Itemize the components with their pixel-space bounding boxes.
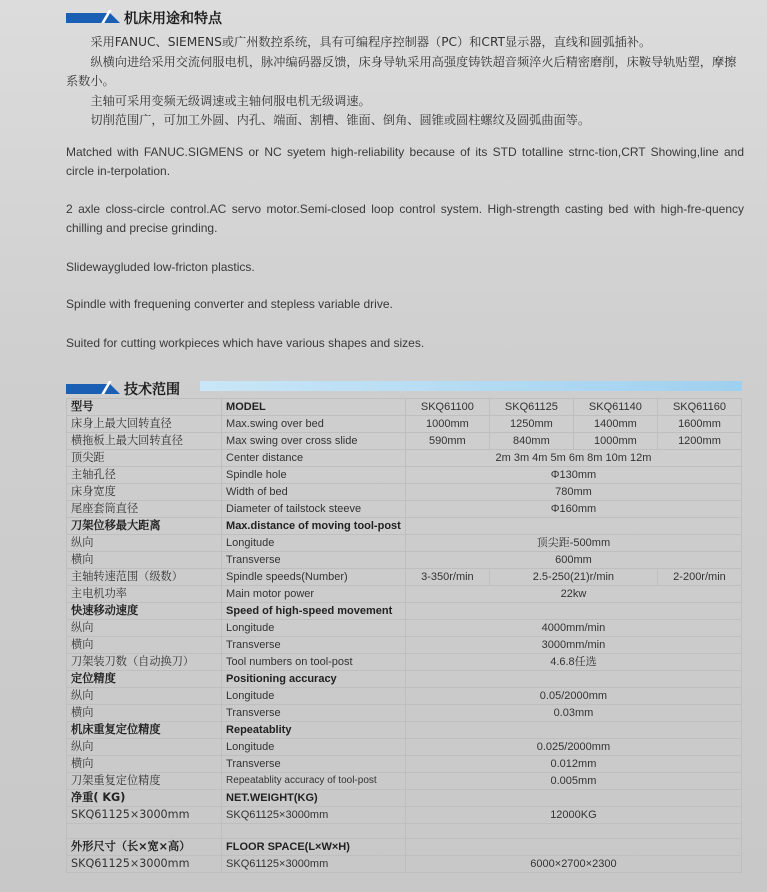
table-cell xyxy=(405,518,741,535)
row-value: 0.03mm xyxy=(405,705,741,722)
row-value: 1200mm xyxy=(657,433,741,450)
table-row xyxy=(67,535,742,552)
en-paragraph: 2 axle closs-circle control.AC servo motor.Semi-closed loop control system. High-strength casting bed with high-fre-quency chilling and precise grinding. xyxy=(66,202,744,235)
section-divider-bar xyxy=(200,381,742,391)
row-label-en: Max.distance of moving tool-post xyxy=(222,518,406,535)
table-row xyxy=(67,705,742,722)
row-value: 1000mm xyxy=(405,416,489,433)
en-paragraph: Spindle with frequening converter and stepless variable drive. xyxy=(66,297,393,311)
row-label-cn: 快速移动速度 xyxy=(67,603,222,620)
row-label-cn: 纵向 xyxy=(67,535,222,552)
table-row xyxy=(67,824,742,839)
table-row xyxy=(67,501,742,518)
cn-description xyxy=(66,33,746,131)
table-row xyxy=(67,756,742,773)
header-model: SKQ61125 xyxy=(489,399,573,416)
row-label-cn: 横向 xyxy=(67,637,222,654)
header-model: SKQ61100 xyxy=(405,399,489,416)
cn-paragraph: 纵横向进给采用交流伺服电机，脉冲编码器反馈，床身导轨采用高强度铸铁超音频淬火后精密磨削，床鞍导轨贴塑，摩擦系数小。 xyxy=(66,54,737,88)
section-header-specs xyxy=(66,379,180,399)
row-label-cn: 定位精度 xyxy=(67,671,222,688)
table-cell xyxy=(405,671,741,688)
section-marker-icon xyxy=(66,384,110,394)
table-row xyxy=(67,688,742,705)
table-row xyxy=(67,790,742,807)
row-value: 2.5-250(21)r/min xyxy=(489,569,657,586)
row-label-cn: 横向 xyxy=(67,552,222,569)
row-label-en: Longitude xyxy=(222,688,406,705)
row-value: 2m 3m 4m 5m 6m 8m 10m 12m xyxy=(405,450,741,467)
row-value: 0.012mm xyxy=(405,756,741,773)
header-cn: 型号 xyxy=(67,399,222,416)
row-value: 0.05/2000mm xyxy=(405,688,741,705)
row-label-cn: 刀架位移最大距离 xyxy=(67,518,222,535)
row-label-en: Positioning accuracy xyxy=(222,671,406,688)
table-cell xyxy=(405,839,741,856)
table-row xyxy=(67,518,742,535)
row-value: 1400mm xyxy=(573,416,657,433)
row-label-cn: 纵向 xyxy=(67,688,222,705)
table-row xyxy=(67,739,742,756)
spec-table xyxy=(66,398,742,873)
row-label-cn: 横拖板上最大回转直径 xyxy=(67,433,222,450)
header-model: SKQ61140 xyxy=(573,399,657,416)
row-value: 1000mm xyxy=(573,433,657,450)
row-value: 12000KG xyxy=(405,807,741,824)
table-cell xyxy=(222,824,406,839)
row-label-en: Tool numbers on tool-post xyxy=(222,654,406,671)
row-label-cn: 顶尖距 xyxy=(67,450,222,467)
row-label-en: Longitude xyxy=(222,620,406,637)
table-row xyxy=(67,839,742,856)
table-row xyxy=(67,722,742,739)
table-row xyxy=(67,586,742,603)
section-marker-icon xyxy=(66,13,110,23)
table-cell xyxy=(405,790,741,807)
row-label-en: Center distance xyxy=(222,450,406,467)
en-paragraph: Matched with FANUC.SIGMENS or NC syetem high-reliability because of its STD totalline strnc-tion,CRT Showing,line and circle in-terpolation. xyxy=(66,145,744,178)
table-cell xyxy=(405,722,741,739)
row-label-en: NET.WEIGHT(KG) xyxy=(222,790,406,807)
table-row xyxy=(67,620,742,637)
row-value: 4.6.8任选 xyxy=(405,654,741,671)
table-cell xyxy=(67,824,222,839)
row-label-en: Max.swing over bed xyxy=(222,416,406,433)
table-row xyxy=(67,654,742,671)
row-value: 780mm xyxy=(405,484,741,501)
row-label-en: Transverse xyxy=(222,705,406,722)
row-label-cn: 尾座套筒直径 xyxy=(67,501,222,518)
row-value: Φ130mm xyxy=(405,467,741,484)
table-row xyxy=(67,603,742,620)
row-label-en: Spindle speeds(Number) xyxy=(222,569,406,586)
table-row xyxy=(67,416,742,433)
en-paragraph: Slidewaygluded low-fricton plastics. xyxy=(66,260,255,274)
row-label-en: Spindle hole xyxy=(222,467,406,484)
row-label-cn: 主轴孔径 xyxy=(67,467,222,484)
row-value: 22kw xyxy=(405,586,741,603)
row-value: 590mm xyxy=(405,433,489,450)
table-row xyxy=(67,467,742,484)
row-value: 顶尖距-500mm xyxy=(405,535,741,552)
row-label-en: Transverse xyxy=(222,637,406,654)
section-header-features xyxy=(66,8,222,28)
row-label-en: Main motor power xyxy=(222,586,406,603)
row-value: 0.005mm xyxy=(405,773,741,790)
row-value: 840mm xyxy=(489,433,573,450)
table-cell xyxy=(405,824,741,839)
row-label-cn: 纵向 xyxy=(67,739,222,756)
row-value: 4000mm/min xyxy=(405,620,741,637)
table-row xyxy=(67,856,742,873)
cn-paragraph: 切削范围广，可加工外圆、内孔、端面、割槽、锥面、倒角、圆锥或圆柱螺纹及圆弧曲面等。 xyxy=(90,113,591,127)
row-label-en: Width of bed xyxy=(222,484,406,501)
row-value: 6000×2700×2300 xyxy=(405,856,741,873)
row-label-en: Max swing over cross slide xyxy=(222,433,406,450)
row-label-cn: 床身上最大回转直径 xyxy=(67,416,222,433)
table-row xyxy=(67,807,742,824)
table-cell xyxy=(405,603,741,620)
row-label-en: Transverse xyxy=(222,552,406,569)
cn-paragraph: 采用FANUC、SIEMENS或广州数控系统，具有可编程序控制器（PC）和CRT显示器，直线和圆弧插补。 xyxy=(90,35,652,49)
row-value: 3000mm/min xyxy=(405,637,741,654)
row-label-en: Diameter of tailstock steeve xyxy=(222,501,406,518)
table-row xyxy=(67,450,742,467)
en-paragraph: Suited for cutting workpieces which have various shapes and sizes. xyxy=(66,336,425,350)
table-row xyxy=(67,569,742,586)
table-header-row xyxy=(67,399,742,416)
header-model: SKQ61160 xyxy=(657,399,741,416)
row-value: 1600mm xyxy=(657,416,741,433)
row-label-en: SKQ61125×3000mm xyxy=(222,807,406,824)
row-value: 2-200r/min xyxy=(657,569,741,586)
header-en: MODEL xyxy=(222,399,406,416)
table-row xyxy=(67,671,742,688)
row-value: 3-350r/min xyxy=(405,569,489,586)
row-label-en: Repeatablity accuracy of tool-post xyxy=(222,773,406,790)
row-label-cn: 主电机功率 xyxy=(67,586,222,603)
row-label-en: Longitude xyxy=(222,739,406,756)
row-value: 0.025/2000mm xyxy=(405,739,741,756)
cn-paragraph: 主轴可采用变频无级调速或主轴伺服电机无级调速。 xyxy=(90,93,371,108)
row-value: 1250mm xyxy=(489,416,573,433)
section-title: 技术范围 xyxy=(124,382,180,398)
row-value: Φ160mm xyxy=(405,501,741,518)
row-label-en: Transverse xyxy=(222,756,406,773)
table-row xyxy=(67,637,742,654)
row-label-cn: 床身宽度 xyxy=(67,484,222,501)
row-label-cn: 主轴转速范围（级数） xyxy=(67,569,222,586)
row-label-en: Longitude xyxy=(222,535,406,552)
row-value: 600mm xyxy=(405,552,741,569)
row-label-en: Speed of high-speed movement xyxy=(222,603,406,620)
table-row xyxy=(67,773,742,790)
row-label-cn: SKQ61125×3000mm xyxy=(67,856,222,873)
row-label-cn: 外形尺寸（长×宽×高） xyxy=(67,839,222,856)
row-label-en: SKQ61125×3000mm xyxy=(222,856,406,873)
row-label-cn: SKQ61125×3000mm xyxy=(67,807,222,824)
table-row xyxy=(67,552,742,569)
row-label-cn: 纵向 xyxy=(67,620,222,637)
row-label-cn: 刀架装刀数（自动换刀） xyxy=(67,654,222,671)
table-row xyxy=(67,433,742,450)
row-label-en: Repeatablity xyxy=(222,722,406,739)
row-label-cn: 净重( KG) xyxy=(67,790,222,807)
row-label-en: FLOOR SPACE(L×W×H) xyxy=(222,839,406,856)
row-label-cn: 机床重复定位精度 xyxy=(67,722,222,739)
table-row xyxy=(67,484,742,501)
row-label-cn: 横向 xyxy=(67,705,222,722)
row-label-cn: 刀架重复定位精度 xyxy=(67,773,222,790)
section-title: 机床用途和特点 xyxy=(124,11,222,27)
row-label-cn: 横向 xyxy=(67,756,222,773)
